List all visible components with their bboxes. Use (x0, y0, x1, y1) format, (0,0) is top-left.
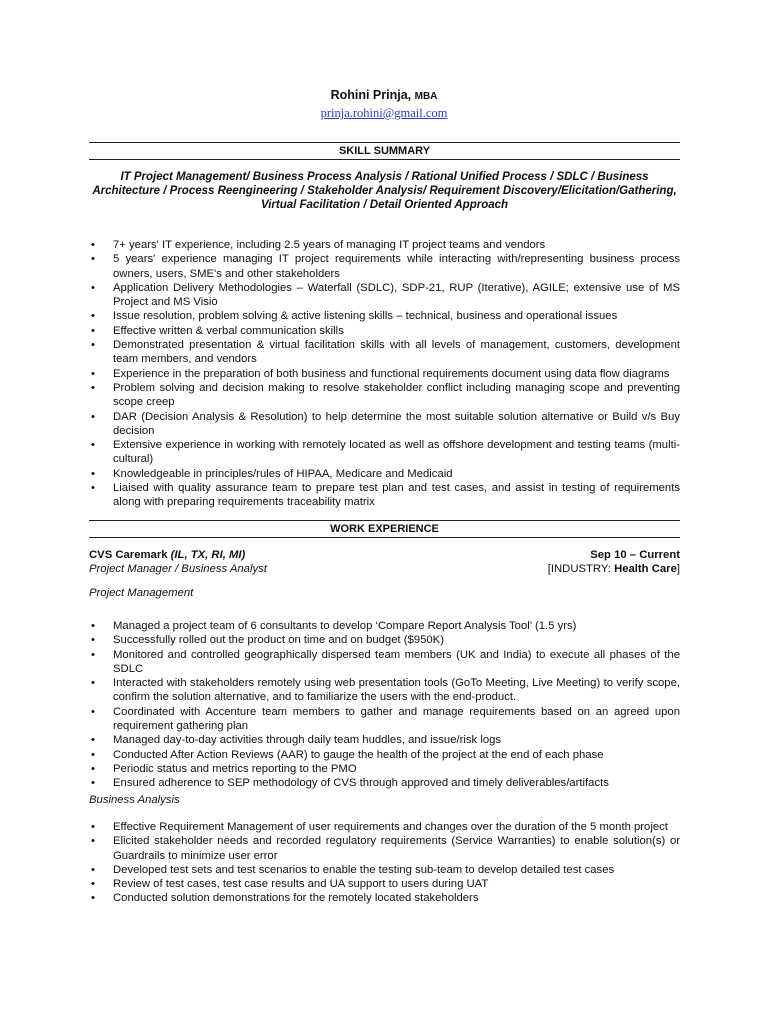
divider (89, 159, 680, 160)
list-item: • Issue resolution, problem solving & active listening skills – technical, business and operational issues (89, 309, 680, 323)
list-item: • Effective Requirement Management of user requirements and changes over the duration of the 5 month project (89, 820, 680, 834)
list-item: • Managed a project team of 6 consultants to develop ‘Compare Report Analysis Tool’ (1.5 yrs) (89, 619, 680, 633)
list-item: • Demonstrated presentation & virtual facilitation skills with all levels of management, customers, development team members, and vendors (89, 338, 680, 367)
list-item: • Periodic status and metrics reporting to the PMO (89, 762, 680, 776)
company-line (89, 548, 245, 562)
skills-keywords: IT Project Management/ Business Process Analysis / Rational Unified Process / SDLC / Business Architecture / Process Reengineering / Stakeholder Analysis/ Requirement Discovery/Elicitation/Gathering, Virtual Facilitation / Detail Oriented Approach (92, 171, 677, 211)
job-dates: Sep 10 – Current (590, 549, 680, 561)
ba-list (89, 820, 680, 906)
list-item: • Interacted with stakeholders remotely using web presentation tools (GoTo Meeting, Live Meeting) to verify scope, confirm the solution alternative, and to familiarize the users with the end-product. (89, 676, 680, 705)
list-item: • Effective written & verbal communication skills (89, 324, 680, 338)
job-entry (89, 548, 680, 576)
industry-value: Health Care (614, 563, 677, 575)
name-text: Rohini Prinja, (330, 88, 412, 102)
credential: MBA (414, 91, 438, 102)
industry-line (548, 562, 680, 576)
industry-suffix: ] (676, 563, 680, 575)
list-item: • Knowledgeable in principles/rules of HIPAA, Medicare and Medicaid (89, 467, 680, 481)
list-item: • Problem solving and decision making to resolve stakeholder conflict including managing scope and preventing scope creep (89, 381, 680, 410)
job-role: Project Manager / Business Analyst (89, 563, 267, 575)
list-item: • Elicited stakeholder needs and recorded regulatory requirements (Service Warranties) to enable solution(s) or Guardrails to minimize user error (89, 834, 680, 863)
list-item: • Application Delivery Methodologies – Waterfall (SDLC), SDP-21, RUP (Iterative), AGILE; extensive use of MS Project and MS Visio (89, 281, 680, 310)
company-locations: (IL, TX, RI, MI) (170, 549, 246, 561)
list-item: • Experience in the preparation of both business and functional requirements document using data flow diagrams (89, 367, 680, 381)
candidate-name (0, 88, 768, 102)
pm-heading: Project Management (89, 587, 194, 599)
list-item: • Monitored and controlled geographically dispersed team members (UK and India) to execute all phases of the SDLC (89, 648, 680, 677)
section-title: WORK EXPERIENCE (330, 523, 439, 535)
ba-heading: Business Analysis (89, 794, 180, 806)
list-item: • Extensive experience in working with remotely located as well as offshore development and testing teams (multi-cultural) (89, 438, 680, 467)
work-experience-header (89, 520, 680, 538)
list-item: • Liaised with quality assurance team to prepare test plan and test cases, and assist in testing of requirements along with preparing requirements traceability matrix (89, 481, 680, 510)
list-item: • Coordinated with Accenture team members to gather and manage requirements based on an agreed upon requirement gathering plan (89, 705, 680, 734)
list-item: • Ensured adherence to SEP methodology of CVS through approved and timely deliverables/artifacts (89, 776, 680, 790)
list-item: • DAR (Decision Analysis & Resolution) to help determine the most suitable solution alternative or Build v/s Buy decision (89, 410, 680, 439)
email-link[interactable]: prinja.rohini@gmail.com (320, 106, 448, 120)
list-item: • Conducted solution demonstrations for the remotely located stakeholders (89, 891, 680, 905)
company-name: CVS Caremark (89, 549, 168, 561)
divider (89, 537, 680, 538)
skill-summary-header (89, 142, 680, 160)
industry-prefix: [INDUSTRY: (547, 563, 615, 575)
section-title: SKILL SUMMARY (338, 145, 431, 157)
list-item: • 7+ years' IT experience, including 2.5 years of managing IT project teams and vendors (89, 238, 680, 252)
skill-list (89, 238, 680, 510)
list-item: • Conducted After Action Reviews (AAR) to gauge the health of the project at the end of each phase (89, 748, 680, 762)
list-item: • Review of test cases, test case results and UA support to users during UAT (89, 877, 680, 891)
list-item: • Managed day-to-day activities through daily team huddles, and issue/risk logs (89, 733, 680, 747)
pm-list (89, 619, 680, 791)
list-item: • Successfully rolled out the product on time and on budget ($950K) (89, 633, 680, 647)
list-item: • Developed test sets and test scenarios to enable the testing sub-team to develop detailed test cases (89, 863, 680, 877)
list-item: • 5 years' experience managing IT project requirements while interacting with/representing business process owners, users, SME's and other stakeholders (89, 252, 680, 281)
